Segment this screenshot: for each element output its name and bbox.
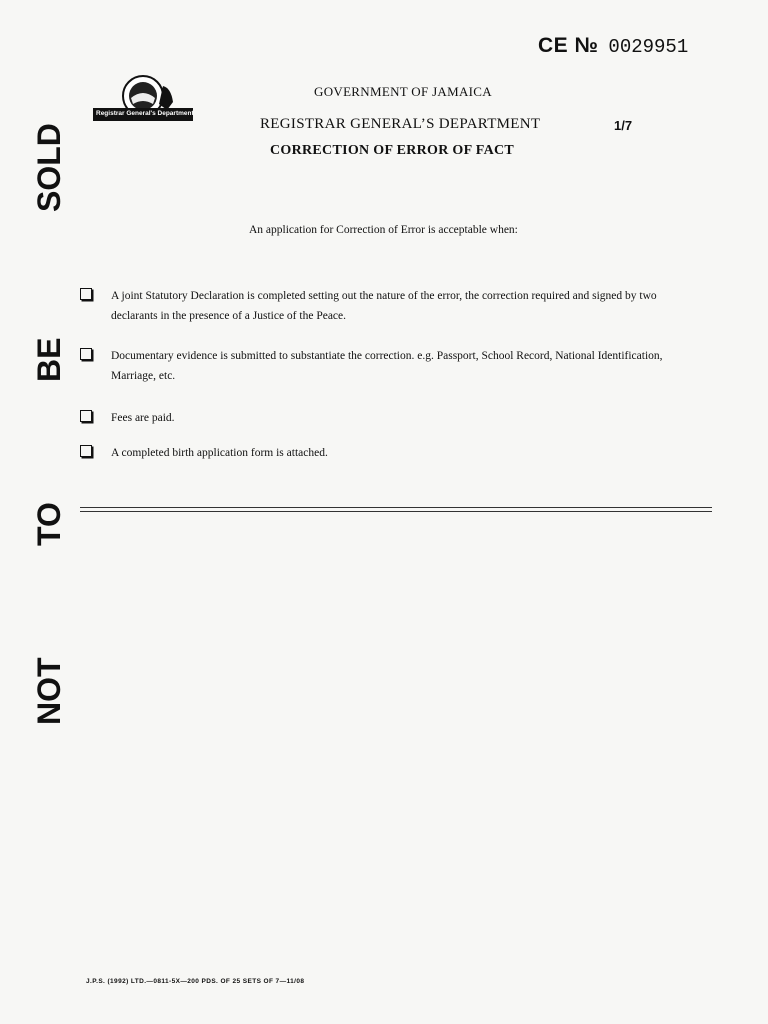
checklist-item-statutory-declaration [80, 286, 715, 326]
divider-line [80, 511, 712, 512]
checkbox-icon[interactable] [80, 348, 92, 360]
side-stamp-be: BE [31, 337, 67, 382]
checklist-item-fees [80, 408, 715, 428]
checklist-line: Marriage, etc. [111, 370, 176, 382]
checklist-line: Fees are paid. [111, 412, 175, 424]
side-stamp-sold: SOLD [31, 123, 67, 212]
department-heading: REGISTRAR GENERAL’S DEPARTMENT [260, 116, 541, 132]
page-reference: 1/7 [614, 118, 633, 133]
checkbox-icon[interactable] [80, 410, 92, 422]
side-stamp-to: TO [31, 502, 67, 546]
intro-text: An application for Correction of Error is acceptable when: [249, 224, 518, 236]
serial-value: 0029951 [608, 36, 689, 58]
government-heading: GOVERNMENT OF JAMAICA [314, 84, 492, 99]
divider-line [80, 507, 712, 508]
checklist-item-documentary-evidence [80, 346, 715, 386]
checklist-line: A completed birth application form is attached. [111, 447, 328, 459]
serial-prefix: CE № [538, 34, 599, 57]
logo-caption: Registrar General's Department [96, 110, 194, 117]
form-title: CORRECTION OF ERROR OF FACT [270, 143, 515, 158]
printer-footer: J.P.S. (1992) LTD.—0811-5X—200 PDS. OF 25 SETS OF 7—11/08 [86, 978, 305, 985]
checkbox-icon[interactable] [80, 288, 92, 300]
side-stamp-not: NOT [31, 657, 67, 725]
checkbox-icon[interactable] [80, 445, 92, 457]
checklist-item-birth-form [80, 443, 715, 463]
registrar-logo [93, 74, 193, 128]
checklist-line: Documentary evidence is submitted to substantiate the correction. e.g. Passport, School Record, National Identification, [111, 350, 663, 362]
checklist-line: A joint Statutory Declaration is completed setting out the nature of the error, the correction required and signed by two [111, 290, 657, 302]
serial-number [538, 34, 688, 58]
checklist-line: declarants in the presence of a Justice of the Peace. [111, 310, 347, 322]
